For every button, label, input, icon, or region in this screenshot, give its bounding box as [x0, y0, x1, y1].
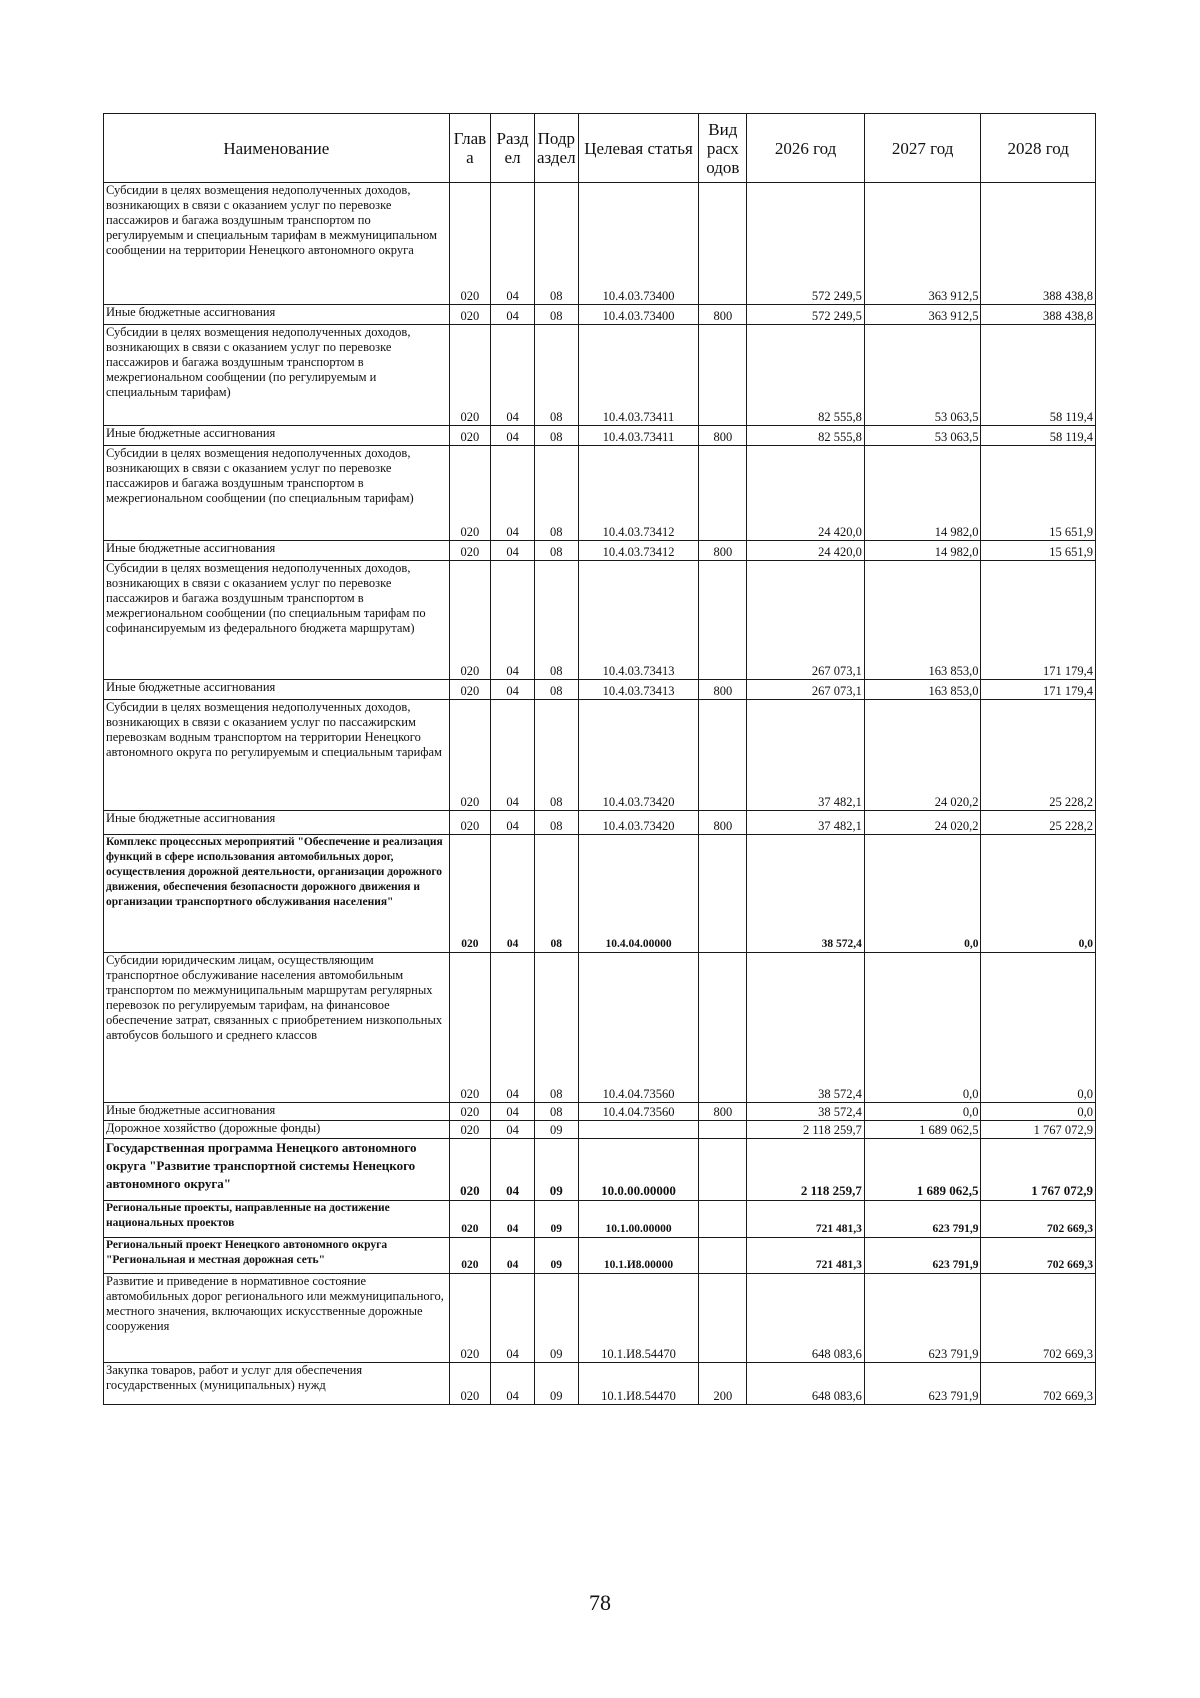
row-podrazdel: 08	[534, 305, 578, 325]
row-glava: 020	[449, 183, 491, 305]
row-glava: 020	[449, 561, 491, 680]
row-name: Субсидии в целях возмещения недополученных доходов, возникающих в связи с оказанием услуг по перевозке пассажиров и багажа воздушным транспортом в межрегиональном сообщении (по специальным тарифам по софинансируемым из федерального бюджета маршрутам)	[104, 561, 450, 680]
row-value-2028: 702 669,3	[981, 1274, 1096, 1363]
row-razdel: 04	[491, 953, 535, 1103]
row-statya: 10.4.04.73560	[578, 953, 699, 1103]
row-value-2026: 572 249,5	[747, 183, 865, 305]
table-row	[104, 811, 1096, 835]
row-vid	[699, 1201, 747, 1238]
row-vid	[699, 1139, 747, 1201]
row-glava: 020	[449, 446, 491, 541]
row-name: Субсидии в целях возмещения недополученных доходов, возникающих в связи с оказанием услуг по перевозке пассажиров и багажа воздушным транспортом по регулируемым и специальным тарифам в межмуниципальном сообщении на территории Ненецкого автономного округа	[104, 183, 450, 305]
table-row	[104, 1274, 1096, 1363]
row-razdel: 04	[491, 426, 535, 446]
row-name: Иные бюджетные ассигнования	[104, 680, 450, 700]
row-podrazdel: 09	[534, 1274, 578, 1363]
row-name: Развитие и приведение в нормативное состояние автомобильных дорог регионального или межмуниципального, местного значения, включающих искусственные дорожные сооружения	[104, 1274, 450, 1363]
table-row	[104, 1238, 1096, 1274]
row-value-2027: 14 982,0	[864, 446, 981, 541]
row-razdel: 04	[491, 1121, 535, 1139]
row-podrazdel: 08	[534, 1103, 578, 1121]
row-statya: 10.4.04.73560	[578, 1103, 699, 1121]
row-vid: 800	[699, 426, 747, 446]
row-vid	[699, 446, 747, 541]
row-podrazdel: 09	[534, 1201, 578, 1238]
row-value-2027: 0,0	[864, 835, 981, 953]
table-row	[104, 680, 1096, 700]
row-value-2028: 25 228,2	[981, 811, 1096, 835]
row-statya: 10.4.03.73400	[578, 183, 699, 305]
header-glava: Глав а	[449, 114, 491, 183]
row-razdel: 04	[491, 1274, 535, 1363]
row-razdel: 04	[491, 811, 535, 835]
table-row	[104, 1103, 1096, 1121]
row-value-2028: 25 228,2	[981, 700, 1096, 811]
row-podrazdel: 08	[534, 561, 578, 680]
table-row	[104, 1363, 1096, 1405]
table-row	[104, 1201, 1096, 1238]
page-number: 78	[589, 1590, 611, 1615]
row-value-2028: 388 438,8	[981, 183, 1096, 305]
row-razdel: 04	[491, 1238, 535, 1274]
row-vid: 800	[699, 541, 747, 561]
row-name: Субсидии в целях возмещения недополученных доходов, возникающих в связи с оказанием услуг по перевозке пассажиров и багажа воздушным транспортом в межрегиональном сообщении (по специальным тарифам)	[104, 446, 450, 541]
row-glava: 020	[449, 1139, 491, 1201]
row-name: Иные бюджетные ассигнования	[104, 305, 450, 325]
row-statya: 10.1.И8.54470	[578, 1274, 699, 1363]
row-value-2026: 2 118 259,7	[747, 1121, 865, 1139]
table-row	[104, 700, 1096, 811]
row-podrazdel: 09	[534, 1139, 578, 1201]
row-value-2028: 15 651,9	[981, 541, 1096, 561]
row-razdel: 04	[491, 700, 535, 811]
row-glava: 020	[449, 1121, 491, 1139]
row-podrazdel: 08	[534, 183, 578, 305]
header-name: Наименование	[104, 114, 450, 183]
row-value-2027: 623 791,9	[864, 1201, 981, 1238]
row-vid	[699, 700, 747, 811]
row-name: Субсидии юридическим лицам, осуществляющим транспортное обслуживание населения автомобильным транспортом по межмуниципальным маршрутам регулярных перевозок по регулируемым тарифам, на финансовое обеспечение затрат, связанных с приобретением низкопольных автобусов большого и среднего классов	[104, 953, 450, 1103]
table-row	[104, 1139, 1096, 1201]
row-razdel: 04	[491, 1363, 535, 1405]
row-value-2028: 171 179,4	[981, 680, 1096, 700]
row-value-2028: 1 767 072,9	[981, 1121, 1096, 1139]
row-value-2026: 82 555,8	[747, 325, 865, 426]
row-value-2027: 623 791,9	[864, 1238, 981, 1274]
row-name: Комплекс процессных мероприятий "Обеспечение и реализация функций в сфере использования автомобильных дорог, осуществления дорожной деятельности, организации дорожного движения, обеспечения безопасности дорожного движения и организации транспортного обслуживания населения"	[104, 835, 450, 953]
row-value-2027: 363 912,5	[864, 183, 981, 305]
row-name: Иные бюджетные ассигнования	[104, 426, 450, 446]
row-value-2028: 0,0	[981, 953, 1096, 1103]
row-value-2028: 171 179,4	[981, 561, 1096, 680]
header-vid: Вид расх одов	[699, 114, 747, 183]
row-value-2028: 388 438,8	[981, 305, 1096, 325]
row-vid: 800	[699, 1103, 747, 1121]
row-razdel: 04	[491, 446, 535, 541]
header-2027: 2027 год	[864, 114, 981, 183]
row-statya: 10.4.03.73412	[578, 541, 699, 561]
table-row	[104, 835, 1096, 953]
row-value-2028: 702 669,3	[981, 1363, 1096, 1405]
row-vid	[699, 1274, 747, 1363]
row-value-2028: 0,0	[981, 1103, 1096, 1121]
row-statya: 10.4.03.73420	[578, 700, 699, 811]
row-statya: 10.4.03.73400	[578, 305, 699, 325]
row-podrazdel: 09	[534, 1363, 578, 1405]
table-row	[104, 305, 1096, 325]
row-glava: 020	[449, 835, 491, 953]
row-statya	[578, 1121, 699, 1139]
row-value-2028: 702 669,3	[981, 1201, 1096, 1238]
row-statya: 10.1.И8.54470	[578, 1363, 699, 1405]
row-name: Дорожное хозяйство (дорожные фонды)	[104, 1121, 450, 1139]
row-vid	[699, 1121, 747, 1139]
table-row	[104, 183, 1096, 305]
row-statya: 10.1.00.00000	[578, 1201, 699, 1238]
table-row	[104, 561, 1096, 680]
row-podrazdel: 08	[534, 835, 578, 953]
row-glava: 020	[449, 953, 491, 1103]
row-podrazdel: 08	[534, 700, 578, 811]
header-2028: 2028 год	[981, 114, 1096, 183]
row-glava: 020	[449, 426, 491, 446]
row-value-2026: 24 420,0	[747, 541, 865, 561]
row-value-2026: 37 482,1	[747, 811, 865, 835]
row-razdel: 04	[491, 183, 535, 305]
row-glava: 020	[449, 325, 491, 426]
row-statya: 10.4.03.73413	[578, 561, 699, 680]
row-vid: 800	[699, 305, 747, 325]
row-podrazdel: 09	[534, 1121, 578, 1139]
row-value-2026: 267 073,1	[747, 680, 865, 700]
row-vid	[699, 561, 747, 680]
row-razdel: 04	[491, 835, 535, 953]
row-razdel: 04	[491, 1103, 535, 1121]
row-value-2028: 702 669,3	[981, 1238, 1096, 1274]
row-vid	[699, 835, 747, 953]
row-razdel: 04	[491, 561, 535, 680]
row-value-2027: 0,0	[864, 953, 981, 1103]
table-row	[104, 426, 1096, 446]
row-razdel: 04	[491, 305, 535, 325]
row-value-2026: 648 083,6	[747, 1274, 865, 1363]
row-razdel: 04	[491, 325, 535, 426]
row-vid	[699, 953, 747, 1103]
header-podrazdel: Подр аздел	[534, 114, 578, 183]
header-statya: Целевая статья	[578, 114, 699, 183]
row-glava: 020	[449, 811, 491, 835]
row-value-2026: 82 555,8	[747, 426, 865, 446]
row-statya: 10.4.03.73412	[578, 446, 699, 541]
budget-table	[103, 113, 1096, 1405]
row-value-2028: 58 119,4	[981, 325, 1096, 426]
row-value-2028: 58 119,4	[981, 426, 1096, 446]
row-glava: 020	[449, 1363, 491, 1405]
table-row	[104, 1121, 1096, 1139]
row-name: Иные бюджетные ассигнования	[104, 811, 450, 835]
row-vid	[699, 325, 747, 426]
row-glava: 020	[449, 1103, 491, 1121]
row-podrazdel: 08	[534, 446, 578, 541]
row-statya: 10.4.04.00000	[578, 835, 699, 953]
row-razdel: 04	[491, 1139, 535, 1201]
row-name: Иные бюджетные ассигнования	[104, 541, 450, 561]
row-vid: 800	[699, 811, 747, 835]
row-value-2027: 163 853,0	[864, 561, 981, 680]
row-value-2026: 38 572,4	[747, 953, 865, 1103]
row-vid	[699, 1238, 747, 1274]
row-value-2027: 163 853,0	[864, 680, 981, 700]
row-statya: 10.4.03.73413	[578, 680, 699, 700]
table-body	[104, 183, 1096, 1405]
row-podrazdel: 08	[534, 325, 578, 426]
row-value-2027: 623 791,9	[864, 1274, 981, 1363]
row-name: Региональный проект Ненецкого автономного округа "Региональная и местная дорожная сеть"	[104, 1238, 450, 1274]
row-vid	[699, 183, 747, 305]
table-row	[104, 446, 1096, 541]
row-statya: 10.4.03.73411	[578, 325, 699, 426]
row-value-2026: 24 420,0	[747, 446, 865, 541]
row-value-2026: 572 249,5	[747, 305, 865, 325]
row-podrazdel: 08	[534, 811, 578, 835]
row-podrazdel: 08	[534, 953, 578, 1103]
row-vid: 200	[699, 1363, 747, 1405]
row-vid: 800	[699, 680, 747, 700]
row-razdel: 04	[491, 680, 535, 700]
row-value-2027: 53 063,5	[864, 426, 981, 446]
row-name: Субсидии в целях возмещения недополученных доходов, возникающих в связи с оказанием услуг по пассажирским перевозкам водным транспортом на территории Ненецкого автономного округа по регулируемым и специальным тарифам	[104, 700, 450, 811]
row-podrazdel: 08	[534, 680, 578, 700]
table-header-row	[104, 114, 1096, 183]
row-value-2026: 721 481,3	[747, 1201, 865, 1238]
row-value-2028: 0,0	[981, 835, 1096, 953]
row-value-2026: 721 481,3	[747, 1238, 865, 1274]
row-statya: 10.0.00.00000	[578, 1139, 699, 1201]
row-value-2027: 53 063,5	[864, 325, 981, 426]
row-value-2027: 1 689 062,5	[864, 1121, 981, 1139]
table-row	[104, 541, 1096, 561]
row-glava: 020	[449, 1274, 491, 1363]
row-value-2026: 37 482,1	[747, 700, 865, 811]
row-statya: 10.4.03.73411	[578, 426, 699, 446]
row-value-2026: 38 572,4	[747, 835, 865, 953]
row-glava: 020	[449, 1201, 491, 1238]
row-statya: 10.1.И8.00000	[578, 1238, 699, 1274]
header-razdel: Разд ел	[491, 114, 535, 183]
row-glava: 020	[449, 305, 491, 325]
table-row	[104, 953, 1096, 1103]
row-value-2027: 24 020,2	[864, 811, 981, 835]
row-value-2028: 15 651,9	[981, 446, 1096, 541]
table-row	[104, 325, 1096, 426]
row-name: Субсидии в целях возмещения недополученных доходов, возникающих в связи с оказанием услуг по перевозке пассажиров и багажа воздушным транспортом в межрегиональном сообщении (по регулируемым и специальным тарифам)	[104, 325, 450, 426]
row-name: Региональные проекты, направленные на достижение национальных проектов	[104, 1201, 450, 1238]
row-podrazdel: 09	[534, 1238, 578, 1274]
row-value-2027: 1 689 062,5	[864, 1139, 981, 1201]
row-value-2026: 38 572,4	[747, 1103, 865, 1121]
row-value-2027: 14 982,0	[864, 541, 981, 561]
row-podrazdel: 08	[534, 541, 578, 561]
row-statya: 10.4.03.73420	[578, 811, 699, 835]
row-value-2026: 2 118 259,7	[747, 1139, 865, 1201]
row-value-2027: 623 791,9	[864, 1363, 981, 1405]
row-value-2027: 24 020,2	[864, 700, 981, 811]
row-value-2026: 648 083,6	[747, 1363, 865, 1405]
header-2026: 2026 год	[747, 114, 865, 183]
row-glava: 020	[449, 1238, 491, 1274]
row-glava: 020	[449, 700, 491, 811]
row-name: Иные бюджетные ассигнования	[104, 1103, 450, 1121]
row-razdel: 04	[491, 541, 535, 561]
row-name: Закупка товаров, работ и услуг для обеспечения государственных (муниципальных) нужд	[104, 1363, 450, 1405]
row-name: Государственная программа Ненецкого автономного округа "Развитие транспортной системы Ненецкого автономного округа"	[104, 1139, 450, 1201]
row-razdel: 04	[491, 1201, 535, 1238]
row-glava: 020	[449, 541, 491, 561]
row-value-2027: 363 912,5	[864, 305, 981, 325]
row-podrazdel: 08	[534, 426, 578, 446]
row-value-2027: 0,0	[864, 1103, 981, 1121]
row-value-2026: 267 073,1	[747, 561, 865, 680]
row-value-2028: 1 767 072,9	[981, 1139, 1096, 1201]
row-glava: 020	[449, 680, 491, 700]
